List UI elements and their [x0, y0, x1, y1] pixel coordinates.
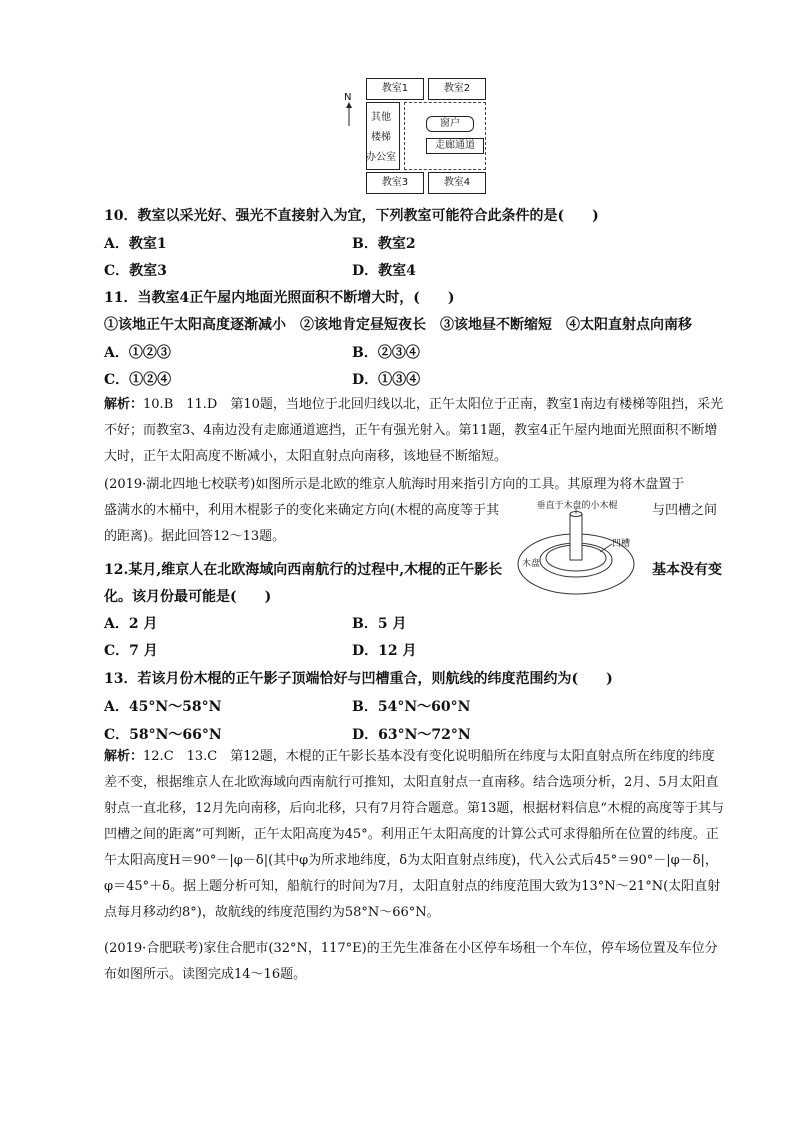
- plate-label: 木盘: [522, 559, 541, 569]
- question-12-stem-2: 基本没有变: [652, 562, 722, 578]
- classroom-3: 教室3: [366, 172, 424, 194]
- answer-label-2: 解析：: [104, 749, 144, 764]
- q11-option-a: A．①②③: [104, 345, 171, 361]
- viking-compass-diagram: [508, 498, 646, 602]
- q12-option-a: A．2 月: [104, 616, 158, 632]
- classroom-4: 教室4: [428, 172, 486, 194]
- intro-text-2: 盛满水的木桶中，利用木棍影子的变化来确定方向(木棍的高度等于其: [104, 503, 500, 518]
- answer-10-11: [104, 392, 724, 470]
- answer-12-13: [104, 744, 724, 926]
- answer-text: 10.B 11.D 第10题，当地位于北回归线以北，正午太阳位于正南，教室1南边有楼梯等阻挡，采光不好；而教室3、4南边没有走廊通道遮挡，正午有强光射入。第11题，教室4正午屋内地面光照面积不断增大时，正午太阳高度不断减小，太阳直射点向南移，该地昼不断缩短。: [104, 397, 724, 464]
- q12-option-b: B．5 月: [352, 616, 407, 632]
- intro-12-13-line1: [104, 472, 724, 498]
- question-11-stem: 11．当教室4正午屋内地面光照面积不断增大时，( ): [104, 290, 455, 306]
- intro-text-1: 如图所示是北欧的维京人航海时用来指引方向的工具。其原理为将木盘置于: [255, 477, 685, 492]
- compass-illustration: [508, 498, 646, 602]
- classroom-2: 教室2: [428, 78, 486, 100]
- answer-text-2: 12.C 13.C 第12题，木棍的正午影长基本没有变化说明船所在纬度与太阳直射点所在纬度的纬度差不变，根据维京人在北欧海域向西南航行可推知，太阳直射点一直南移。结合选项分析，2月、5月太阳直射点一直北移，12月先向南移，后向北移，只有7月符合题意。第13题，根据材料信息“木棍的高度等于其与凹槽之间的距离”可判断，正午太阳高度为45°。利用正午太阳高度的计算公式可求得船所在位置的纬度。正午太阳高度H＝90°－|φ－δ|(其中φ为所求地纬度，δ为太阳直射点纬度)，代入公式后45°＝90°－|φ－δ|，φ＝45°＋δ。据上题分析可知，船航行的时间为7月，太阳直射点的纬度范围大致为13°N～21°N(太阳直射点每月移动约8°)，故航线的纬度范围约为58°N～66°N。: [104, 749, 725, 920]
- stick-label: 垂直于木盘的小木棍: [536, 501, 618, 511]
- question-12-stem-3: 化。该月份最可能是( ): [104, 589, 272, 605]
- q10-option-b: B．教室2: [352, 236, 416, 252]
- intro-14-16: [104, 936, 724, 988]
- intro-14-16-text: 家住合肥市(32°N，117°E)的王先生准备在小区停车场租一个车位，停车场位置及车位分布如图所示。读图完成14～16题。: [104, 941, 718, 982]
- corridor-label: 走廊通道: [426, 138, 484, 154]
- question-10-stem: 10．教室以采光好、强光不直接射入为宜，下列教室可能符合此条件的是( ): [104, 208, 599, 224]
- q11-option-b: B．②③④: [352, 345, 420, 361]
- q12-option-c: C．7 月: [104, 643, 158, 659]
- classroom-layout-diagram: [344, 76, 490, 192]
- question-13-stem: 13．若该月份木棍的正午影子顶端恰好与凹槽重合，则航线的纬度范围约为( ): [104, 671, 613, 687]
- window-label: 窗户: [426, 116, 474, 132]
- office-label: 办公室: [366, 152, 396, 163]
- north-label: N: [344, 92, 352, 103]
- other-label: 其他: [371, 112, 391, 123]
- stairs-label: 楼梯: [371, 132, 391, 143]
- q13-option-c: C．58°N～66°N: [104, 727, 222, 743]
- q12-option-d: D．12 月: [352, 643, 417, 659]
- q11-option-d: D．①③④: [352, 372, 421, 388]
- question-12-stem-1: 12.某月,维京人在北欧海域向西南航行的过程中,木棍的正午影长: [104, 562, 503, 578]
- question-11-items: ①该地正午太阳高度逐渐减小 ②该地肯定昼短夜长 ③该地昼不断缩短 ④太阳直射点向南移: [104, 317, 692, 333]
- q10-option-a: A．教室1: [104, 236, 167, 252]
- q13-option-a: A．45°N～58°N: [104, 699, 222, 715]
- q11-option-c: C．①②④: [104, 372, 172, 388]
- q13-option-b: B．54°N～60°N: [352, 699, 471, 715]
- source-tag-2: (2019·合肥联考): [104, 941, 204, 956]
- answer-label: 解析：: [104, 397, 144, 412]
- source-tag: (2019·湖北四地七校联考): [104, 477, 256, 492]
- intro-text-3: 与凹槽之间: [652, 503, 718, 518]
- q13-option-d: D．63°N～72°N: [352, 727, 471, 743]
- intro-text-4: 的距离)。据此回答12～13题。: [104, 529, 286, 544]
- q10-option-d: D．教室4: [352, 263, 416, 279]
- classroom-1: 教室1: [366, 78, 424, 100]
- groove-label: 凹槽: [612, 539, 631, 549]
- q10-option-c: C．教室3: [104, 263, 167, 279]
- corridor-area: [404, 102, 486, 170]
